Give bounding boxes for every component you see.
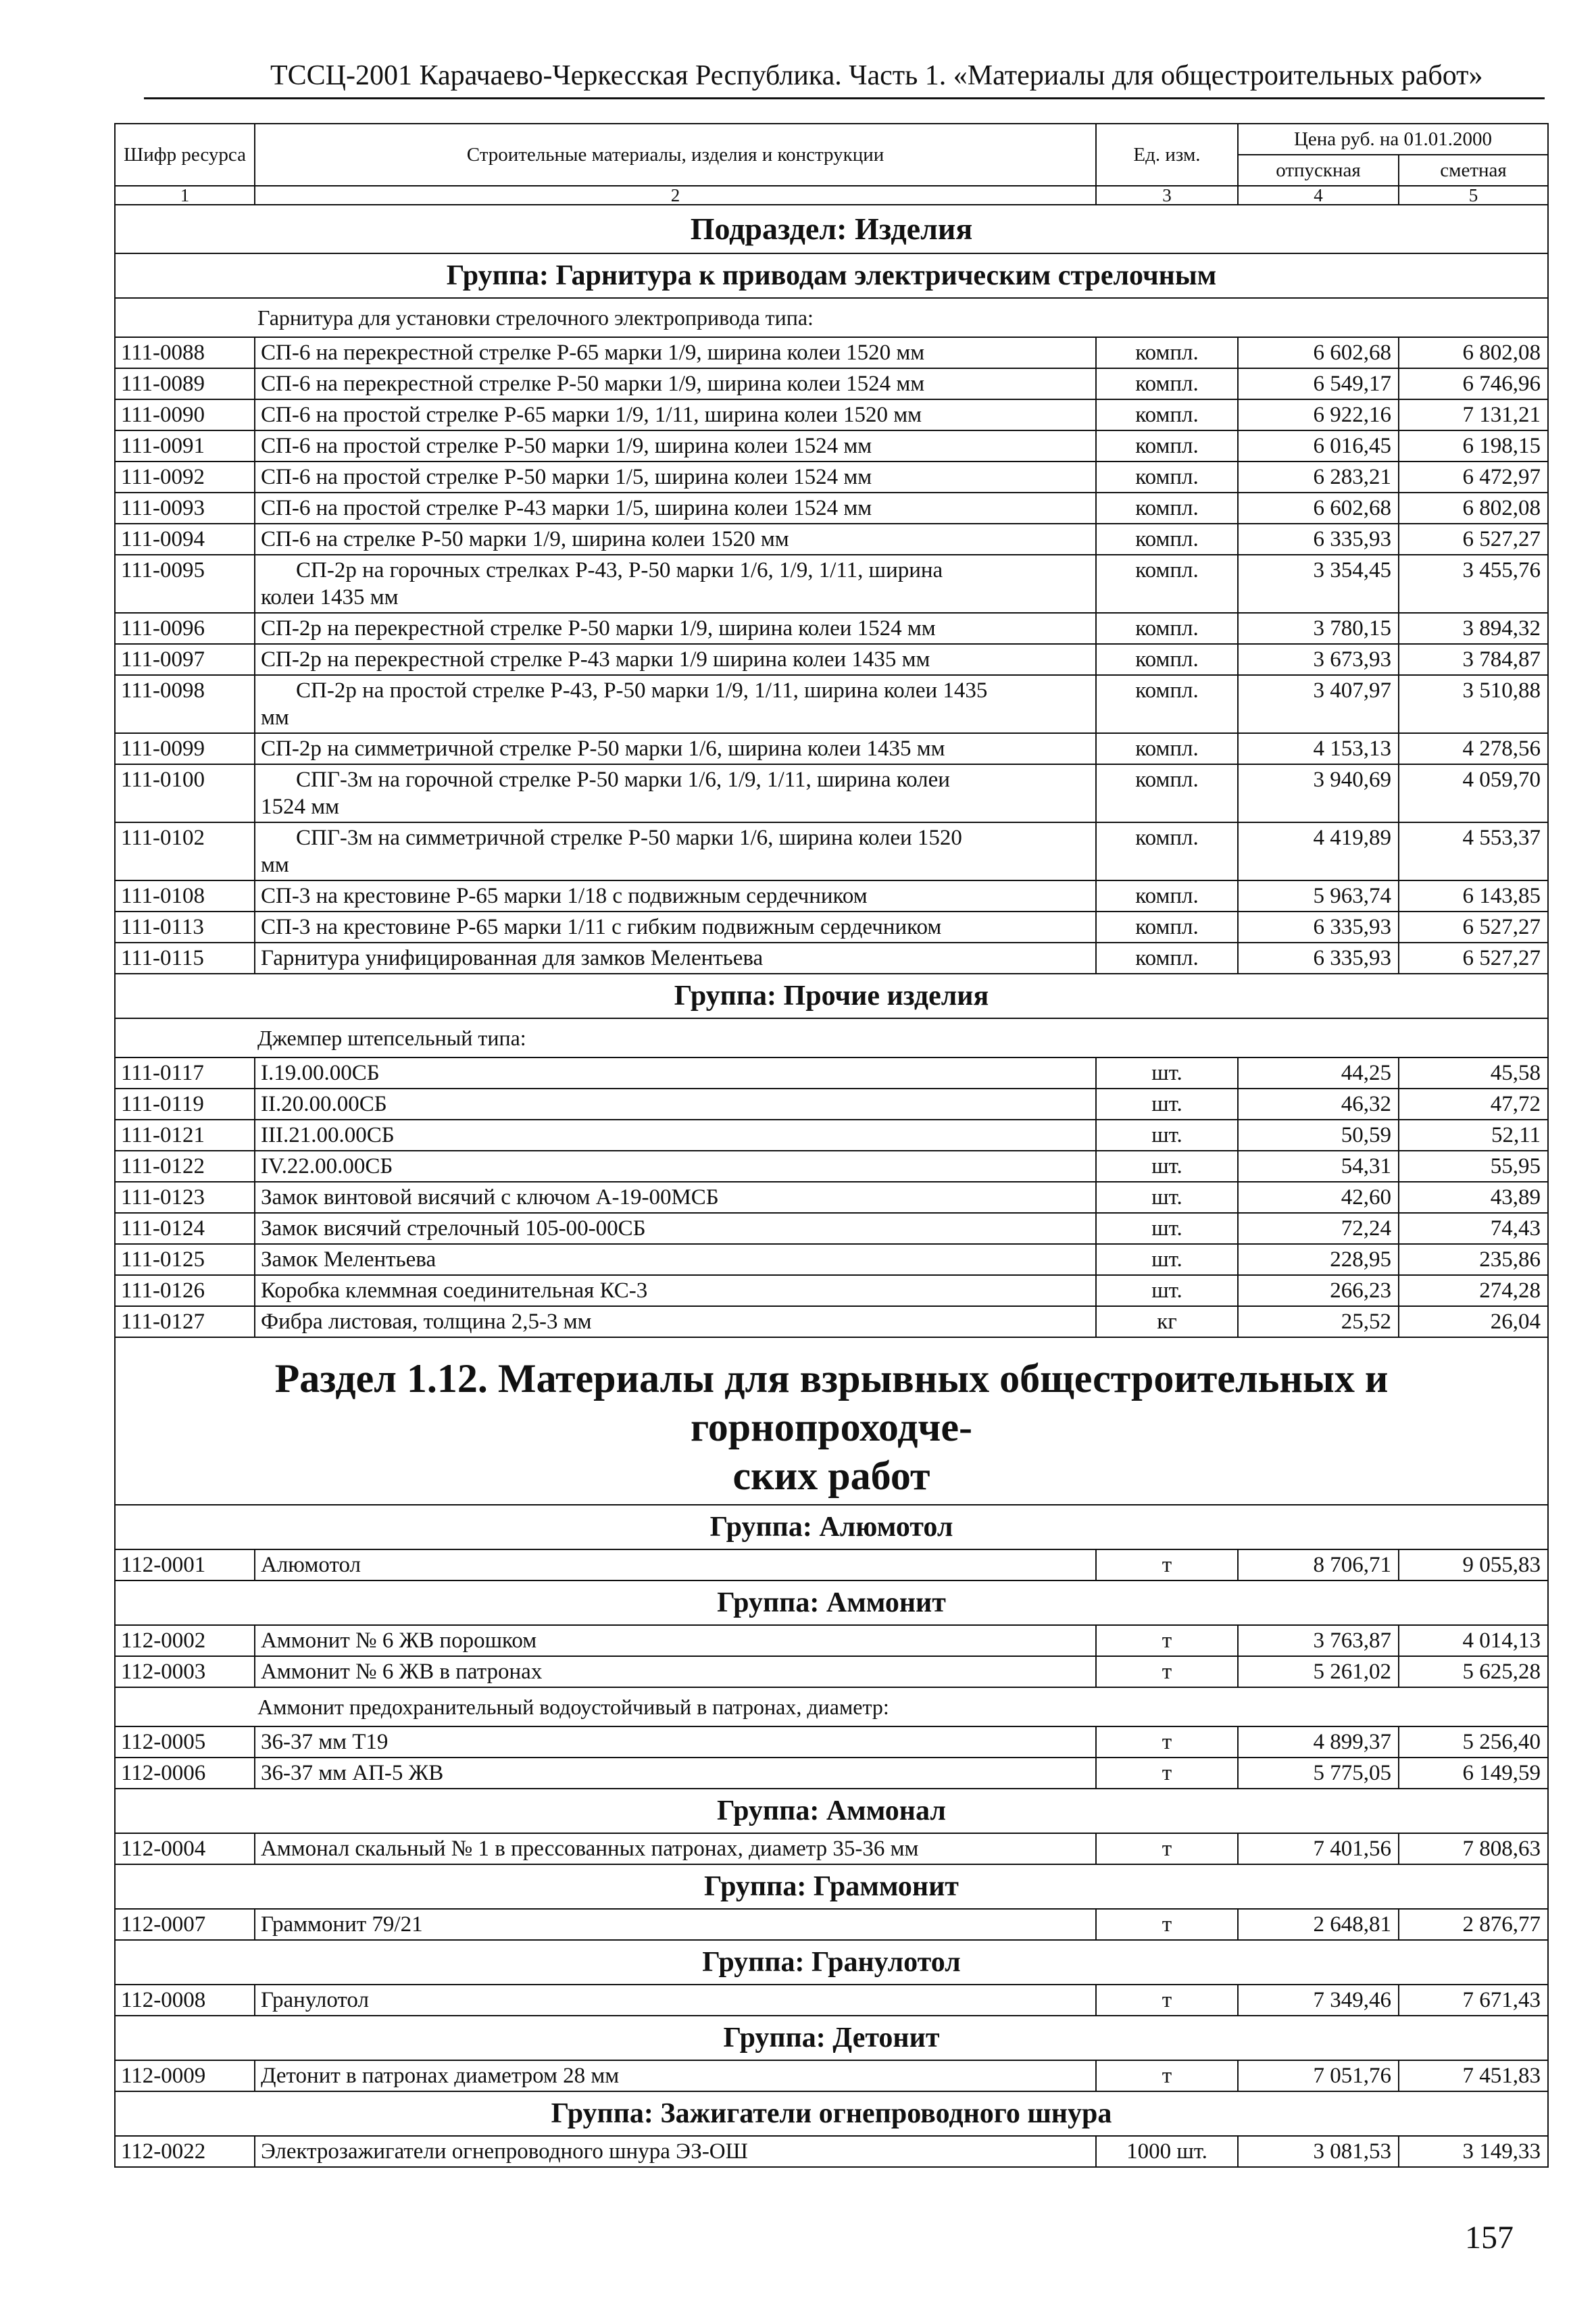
resource-name: Детонит в патронах диаметром 28 мм [255,2060,1096,2091]
price-release: 2 648,81 [1238,1909,1399,1940]
table-row [115,430,1548,462]
resource-name: Замок Мелентьева [255,1244,1096,1275]
resource-code: 111-0096 [115,613,255,644]
price-estimate: 3 784,87 [1399,644,1548,675]
resource-code: 111-0115 [115,943,255,974]
table-row [115,1244,1548,1275]
price-estimate: 235,86 [1399,1244,1548,1275]
price-estimate: 3 510,88 [1399,675,1548,733]
unit: компл. [1096,555,1238,613]
resource-name: 36-37 мм АП-5 ЖВ [255,1758,1096,1789]
resource-code: 111-0125 [115,1244,255,1275]
resource-name: Аммонит № 6 ЖВ порошком [255,1625,1096,1656]
table-row [115,399,1548,430]
table-row [115,943,1548,974]
resource-name: III.21.00.00СБ [255,1120,1096,1151]
resource-name [255,675,1096,733]
resource-code: 111-0098 [115,675,255,733]
table-row [115,524,1548,555]
page-header-title: ТССЦ-2001 Карачаево-Черкесская Республика. Часть 1. «Материалы для общестроительных работ» [270,60,1483,91]
resource-code: 111-0091 [115,430,255,462]
resource-name: СП-2р на перекрестной стрелке Р-50 марки 1/9, ширина колеи 1524 мм [255,613,1096,644]
unit: кг [1096,1306,1238,1337]
table-row [115,1151,1548,1182]
resource-name: 36-37 мм Т19 [255,1726,1096,1758]
unit: компл. [1096,675,1238,733]
subsection-title-row [115,205,1548,253]
page-number: 157 [1465,2220,1514,2256]
resource-name: СП-6 на перекрестной стрелке Р-50 марки 1/9, ширина колеи 1524 мм [255,368,1096,399]
resource-name-line-1: СПГ-3м на симметричной стрелке Р-50 марки 1/6, ширина колеи 1520 [296,826,962,850]
group-title-row [115,1580,1548,1625]
price-estimate: 4 059,70 [1399,764,1548,822]
price-release: 3 673,93 [1238,644,1399,675]
resource-name: СП-6 на простой стрелке Р-65 марки 1/9, 1/11, ширина колеи 1520 мм [255,399,1096,430]
price-estimate: 6 527,27 [1399,943,1548,974]
resource-name: Электрозажигатели огнепроводного шнура ЭЗ-ОШ [255,2136,1096,2167]
group-intro-row [115,298,1548,337]
price-table-body [115,124,1548,2167]
group-title-row [115,1864,1548,1909]
group-title: Группа: Прочие изделия [115,974,1548,1018]
price-release: 6 602,68 [1238,493,1399,524]
unit: компл. [1096,337,1238,368]
unit: 1000 шт. [1096,2136,1238,2167]
unit: компл. [1096,733,1238,764]
resource-name: Аммонит № 6 ЖВ в патронах [255,1656,1096,1687]
price-estimate: 6 149,59 [1399,1758,1548,1789]
unit: т [1096,1549,1238,1580]
col-number-3: 3 [1096,186,1238,205]
table-row [115,1057,1548,1089]
unit: шт. [1096,1089,1238,1120]
resource-name: Замок винтовой висячий с ключом А-19-00МСБ [255,1182,1096,1213]
header-rule [144,97,1545,99]
unit: т [1096,1625,1238,1656]
resource-name-line-1: СП-2р на горочных стрелках Р-43, Р-50 марки 1/6, 1/9, 1/11, ширина [296,558,943,582]
unit: шт. [1096,1275,1238,1306]
resource-name: Гранулотол [255,1985,1096,2016]
price-release: 6 602,68 [1238,337,1399,368]
price-release: 8 706,71 [1238,1549,1399,1580]
resource-code: 111-0089 [115,368,255,399]
unit: компл. [1096,368,1238,399]
resource-name: II.20.00.00СБ [255,1089,1096,1120]
price-estimate: 7 671,43 [1399,1985,1548,2016]
price-release: 6 335,93 [1238,524,1399,555]
table-row [115,2136,1548,2167]
price-release: 4 153,13 [1238,733,1399,764]
section-title [115,1337,1548,1505]
group-title: Группа: Гарнитура к приводам электрическим стрелочным [115,253,1548,298]
price-release: 3 940,69 [1238,764,1399,822]
price-estimate: 6 527,27 [1399,524,1548,555]
resource-code: 112-0008 [115,1985,255,2016]
unit: т [1096,1833,1238,1864]
price-release: 3 407,97 [1238,675,1399,733]
price-release: 6 335,93 [1238,943,1399,974]
group-intro: Аммонит предохранительный водоустойчивый в патронах, диаметр: [115,1687,1548,1726]
section-title-line-1: Раздел 1.12. Материалы для взрывных общестроительных и горнопроходче- [274,1356,1389,1449]
unit: т [1096,1656,1238,1687]
resource-code: 111-0113 [115,912,255,943]
table-row [115,733,1548,764]
col-number-5: 5 [1399,186,1548,205]
price-release: 50,59 [1238,1120,1399,1151]
unit: компл. [1096,912,1238,943]
resource-name [255,555,1096,613]
resource-code: 112-0001 [115,1549,255,1580]
resource-code: 112-0007 [115,1909,255,1940]
price-release: 266,23 [1238,1275,1399,1306]
table-row [115,1549,1548,1580]
group-title: Группа: Гранулотол [115,1940,1548,1985]
price-estimate: 74,43 [1399,1213,1548,1244]
group-intro: Гарнитура для установки стрелочного электропривода типа: [115,298,1548,337]
price-release: 6 016,45 [1238,430,1399,462]
unit: шт. [1096,1057,1238,1089]
group-title-row [115,2016,1548,2060]
unit: компл. [1096,430,1238,462]
group-title: Группа: Аммонал [115,1789,1548,1833]
resource-name: Граммонит 79/21 [255,1909,1096,1940]
table-row [115,1275,1548,1306]
table-row [115,613,1548,644]
resource-name: IV.22.00.00СБ [255,1151,1096,1182]
price-estimate: 7 131,21 [1399,399,1548,430]
unit: компл. [1096,613,1238,644]
resource-name: СП-6 на простой стрелке Р-50 марки 1/5, ширина колеи 1524 мм [255,462,1096,493]
price-release: 5 775,05 [1238,1758,1399,1789]
table-row [115,1909,1548,1940]
unit: компл. [1096,399,1238,430]
resource-code: 111-0124 [115,1213,255,1244]
resource-code: 111-0117 [115,1057,255,1089]
header-unit: Ед. изм. [1096,124,1238,186]
resource-code: 111-0097 [115,644,255,675]
price-estimate: 2 876,77 [1399,1909,1548,1940]
price-estimate: 4 014,13 [1399,1625,1548,1656]
group-title-row [115,2091,1548,2136]
price-release: 5 963,74 [1238,880,1399,912]
resource-code: 112-0003 [115,1656,255,1687]
price-release: 3 763,87 [1238,1625,1399,1656]
price-release: 3 780,15 [1238,613,1399,644]
price-release: 54,31 [1238,1151,1399,1182]
price-release: 7 349,46 [1238,1985,1399,2016]
price-release: 6 922,16 [1238,399,1399,430]
group-title: Группа: Детонит [115,2016,1548,2060]
price-release: 7 051,76 [1238,2060,1399,2091]
price-estimate: 55,95 [1399,1151,1548,1182]
price-estimate: 3 894,32 [1399,613,1548,644]
price-estimate: 43,89 [1399,1182,1548,1213]
price-estimate: 7 451,83 [1399,2060,1548,2091]
resource-name-line-2: 1524 мм [261,795,340,819]
resource-name: Коробка клеммная соединительная КС-3 [255,1275,1096,1306]
resource-code: 111-0100 [115,764,255,822]
resource-code: 112-0004 [115,1833,255,1864]
group-title: Группа: Алюмотол [115,1505,1548,1549]
table-row [115,555,1548,613]
group-title: Группа: Аммонит [115,1580,1548,1625]
resource-code: 112-0022 [115,2136,255,2167]
price-release: 46,32 [1238,1089,1399,1120]
resource-name: СП-3 на крестовине Р-65 марки 1/18 с подвижным сердечником [255,880,1096,912]
table-row [115,1833,1548,1864]
resource-name: Замок висячий стрелочный 105-00-00СБ [255,1213,1096,1244]
resource-code: 111-0123 [115,1182,255,1213]
resource-name: Аммонал скальный № 1 в прессованных патронах, диаметр 35-36 мм [255,1833,1096,1864]
price-estimate: 26,04 [1399,1306,1548,1337]
price-estimate: 4 553,37 [1399,822,1548,880]
resource-name: Гарнитура унифицированная для замков Мелентьева [255,943,1096,974]
price-table [114,123,1549,2168]
unit: компл. [1096,822,1238,880]
price-estimate: 6 527,27 [1399,912,1548,943]
price-release: 42,60 [1238,1182,1399,1213]
price-release: 72,24 [1238,1213,1399,1244]
resource-code: 111-0092 [115,462,255,493]
header-code: Шифр ресурса [115,124,255,186]
resource-name-line-1: СП-2р на простой стрелке Р-43, Р-50 марки 1/9, 1/11, ширина колеи 1435 [296,678,988,703]
price-estimate: 6 198,15 [1399,430,1548,462]
unit: шт. [1096,1244,1238,1275]
resource-name-line-2: колеи 1435 мм [261,585,399,609]
unit: т [1096,1985,1238,2016]
column-number-row [115,186,1548,205]
unit: шт. [1096,1182,1238,1213]
price-estimate: 9 055,83 [1399,1549,1548,1580]
resource-code: 111-0122 [115,1151,255,1182]
table-row [115,822,1548,880]
group-intro: Джемпер штепсельный типа: [115,1018,1548,1057]
resource-name: I.19.00.00СБ [255,1057,1096,1089]
resource-name-line-2: мм [261,853,289,877]
section-title-line-2: ских работ [732,1453,930,1498]
resource-name-line-1: СПГ-3м на горочной стрелке Р-50 марки 1/6, 1/9, 1/11, ширина колеи [296,768,950,792]
price-estimate: 7 808,63 [1399,1833,1548,1864]
price-release: 6 549,17 [1238,368,1399,399]
table-row [115,2060,1548,2091]
resource-name [255,822,1096,880]
price-estimate: 47,72 [1399,1089,1548,1120]
price-release: 6 335,93 [1238,912,1399,943]
col-number-4: 4 [1238,186,1399,205]
resource-name: СП-6 на простой стрелке Р-50 марки 1/9, ширина колеи 1524 мм [255,430,1096,462]
resource-code: 111-0119 [115,1089,255,1120]
price-estimate: 6 143,85 [1399,880,1548,912]
resource-code: 112-0005 [115,1726,255,1758]
table-row [115,912,1548,943]
resource-name: Фибра листовая, толщина 2,5-3 мм [255,1306,1096,1337]
table-row [115,1182,1548,1213]
table-row [115,337,1548,368]
price-estimate: 6 746,96 [1399,368,1548,399]
resource-code: 111-0102 [115,822,255,880]
unit: компл. [1096,943,1238,974]
resource-code: 111-0099 [115,733,255,764]
unit: компл. [1096,493,1238,524]
unit: компл. [1096,644,1238,675]
subsection-title: Подраздел: Изделия [115,205,1548,253]
price-estimate: 4 278,56 [1399,733,1548,764]
col-number-2: 2 [255,186,1096,205]
resource-code: 111-0094 [115,524,255,555]
price-release: 3 354,45 [1238,555,1399,613]
resource-name: СП-2р на симметричной стрелке Р-50 марки 1/6, ширина колеи 1435 мм [255,733,1096,764]
resource-name: СП-3 на крестовине Р-65 марки 1/11 с гибким подвижным сердечником [255,912,1096,943]
group-title-row [115,1505,1548,1549]
group-intro-row [115,1018,1548,1057]
resource-code: 111-0090 [115,399,255,430]
table-row [115,493,1548,524]
table-row [115,1758,1548,1789]
price-estimate: 6 472,97 [1399,462,1548,493]
resource-code: 112-0002 [115,1625,255,1656]
price-release: 44,25 [1238,1057,1399,1089]
price-release: 4 419,89 [1238,822,1399,880]
header-price-release: отпускная [1238,155,1399,186]
table-row [115,644,1548,675]
price-estimate: 6 802,08 [1399,493,1548,524]
unit: шт. [1096,1213,1238,1244]
price-estimate: 52,11 [1399,1120,1548,1151]
table-header-row [115,124,1548,155]
header-price-estimate: сметная [1399,155,1548,186]
table-row [115,1120,1548,1151]
resource-code: 111-0095 [115,555,255,613]
resource-name: Алюмотол [255,1549,1096,1580]
price-estimate: 3 149,33 [1399,2136,1548,2167]
resource-code: 111-0088 [115,337,255,368]
table-row [115,675,1548,733]
resource-code: 111-0126 [115,1275,255,1306]
price-release: 4 899,37 [1238,1726,1399,1758]
section-title-row [115,1337,1548,1505]
price-release: 3 081,53 [1238,2136,1399,2167]
resource-name: СП-6 на стрелке Р-50 марки 1/9, ширина колеи 1520 мм [255,524,1096,555]
unit: т [1096,1909,1238,1940]
price-estimate: 5 256,40 [1399,1726,1548,1758]
table-row [115,1625,1548,1656]
table-row [115,880,1548,912]
table-row [115,1089,1548,1120]
header-price: Цена руб. на 01.01.2000 [1238,124,1548,155]
price-estimate: 6 802,08 [1399,337,1548,368]
table-row [115,368,1548,399]
group-title: Группа: Граммонит [115,1864,1548,1909]
price-estimate: 3 455,76 [1399,555,1548,613]
unit: компл. [1096,764,1238,822]
unit: компл. [1096,880,1238,912]
header-name: Строительные материалы, изделия и конструкции [255,124,1096,186]
unit: т [1096,2060,1238,2091]
resource-name-line-2: мм [261,705,289,730]
price-release: 6 283,21 [1238,462,1399,493]
price-release: 25,52 [1238,1306,1399,1337]
table-row [115,1306,1548,1337]
unit: т [1096,1758,1238,1789]
group-title-row [115,1789,1548,1833]
table-row [115,1726,1548,1758]
resource-code: 112-0009 [115,2060,255,2091]
unit: т [1096,1726,1238,1758]
unit: шт. [1096,1151,1238,1182]
table-row [115,462,1548,493]
resource-name [255,764,1096,822]
price-estimate: 5 625,28 [1399,1656,1548,1687]
resource-code: 111-0108 [115,880,255,912]
group-title: Группа: Зажигатели огнепроводного шнура [115,2091,1548,2136]
resource-code: 111-0121 [115,1120,255,1151]
resource-name: СП-6 на перекрестной стрелке Р-65 марки 1/9, ширина колеи 1520 мм [255,337,1096,368]
group-title-row [115,974,1548,1018]
unit: компл. [1096,462,1238,493]
table-row [115,1656,1548,1687]
resource-name: СП-2р на перекрестной стрелке Р-43 марки 1/9 ширина колеи 1435 мм [255,644,1096,675]
resource-code: 111-0127 [115,1306,255,1337]
table-row [115,1213,1548,1244]
group-title-row [115,253,1548,298]
table-row [115,764,1548,822]
resource-name: СП-6 на простой стрелке Р-43 марки 1/5, ширина колеи 1524 мм [255,493,1096,524]
resource-code: 112-0006 [115,1758,255,1789]
unit: шт. [1096,1120,1238,1151]
col-number-1: 1 [115,186,255,205]
price-release: 5 261,02 [1238,1656,1399,1687]
price-estimate: 45,58 [1399,1057,1548,1089]
unit: компл. [1096,524,1238,555]
resource-code: 111-0093 [115,493,255,524]
group-title-row [115,1940,1548,1985]
price-release: 7 401,56 [1238,1833,1399,1864]
table-row [115,1985,1548,2016]
price-estimate: 274,28 [1399,1275,1548,1306]
group-intro-row [115,1687,1548,1726]
price-release: 228,95 [1238,1244,1399,1275]
